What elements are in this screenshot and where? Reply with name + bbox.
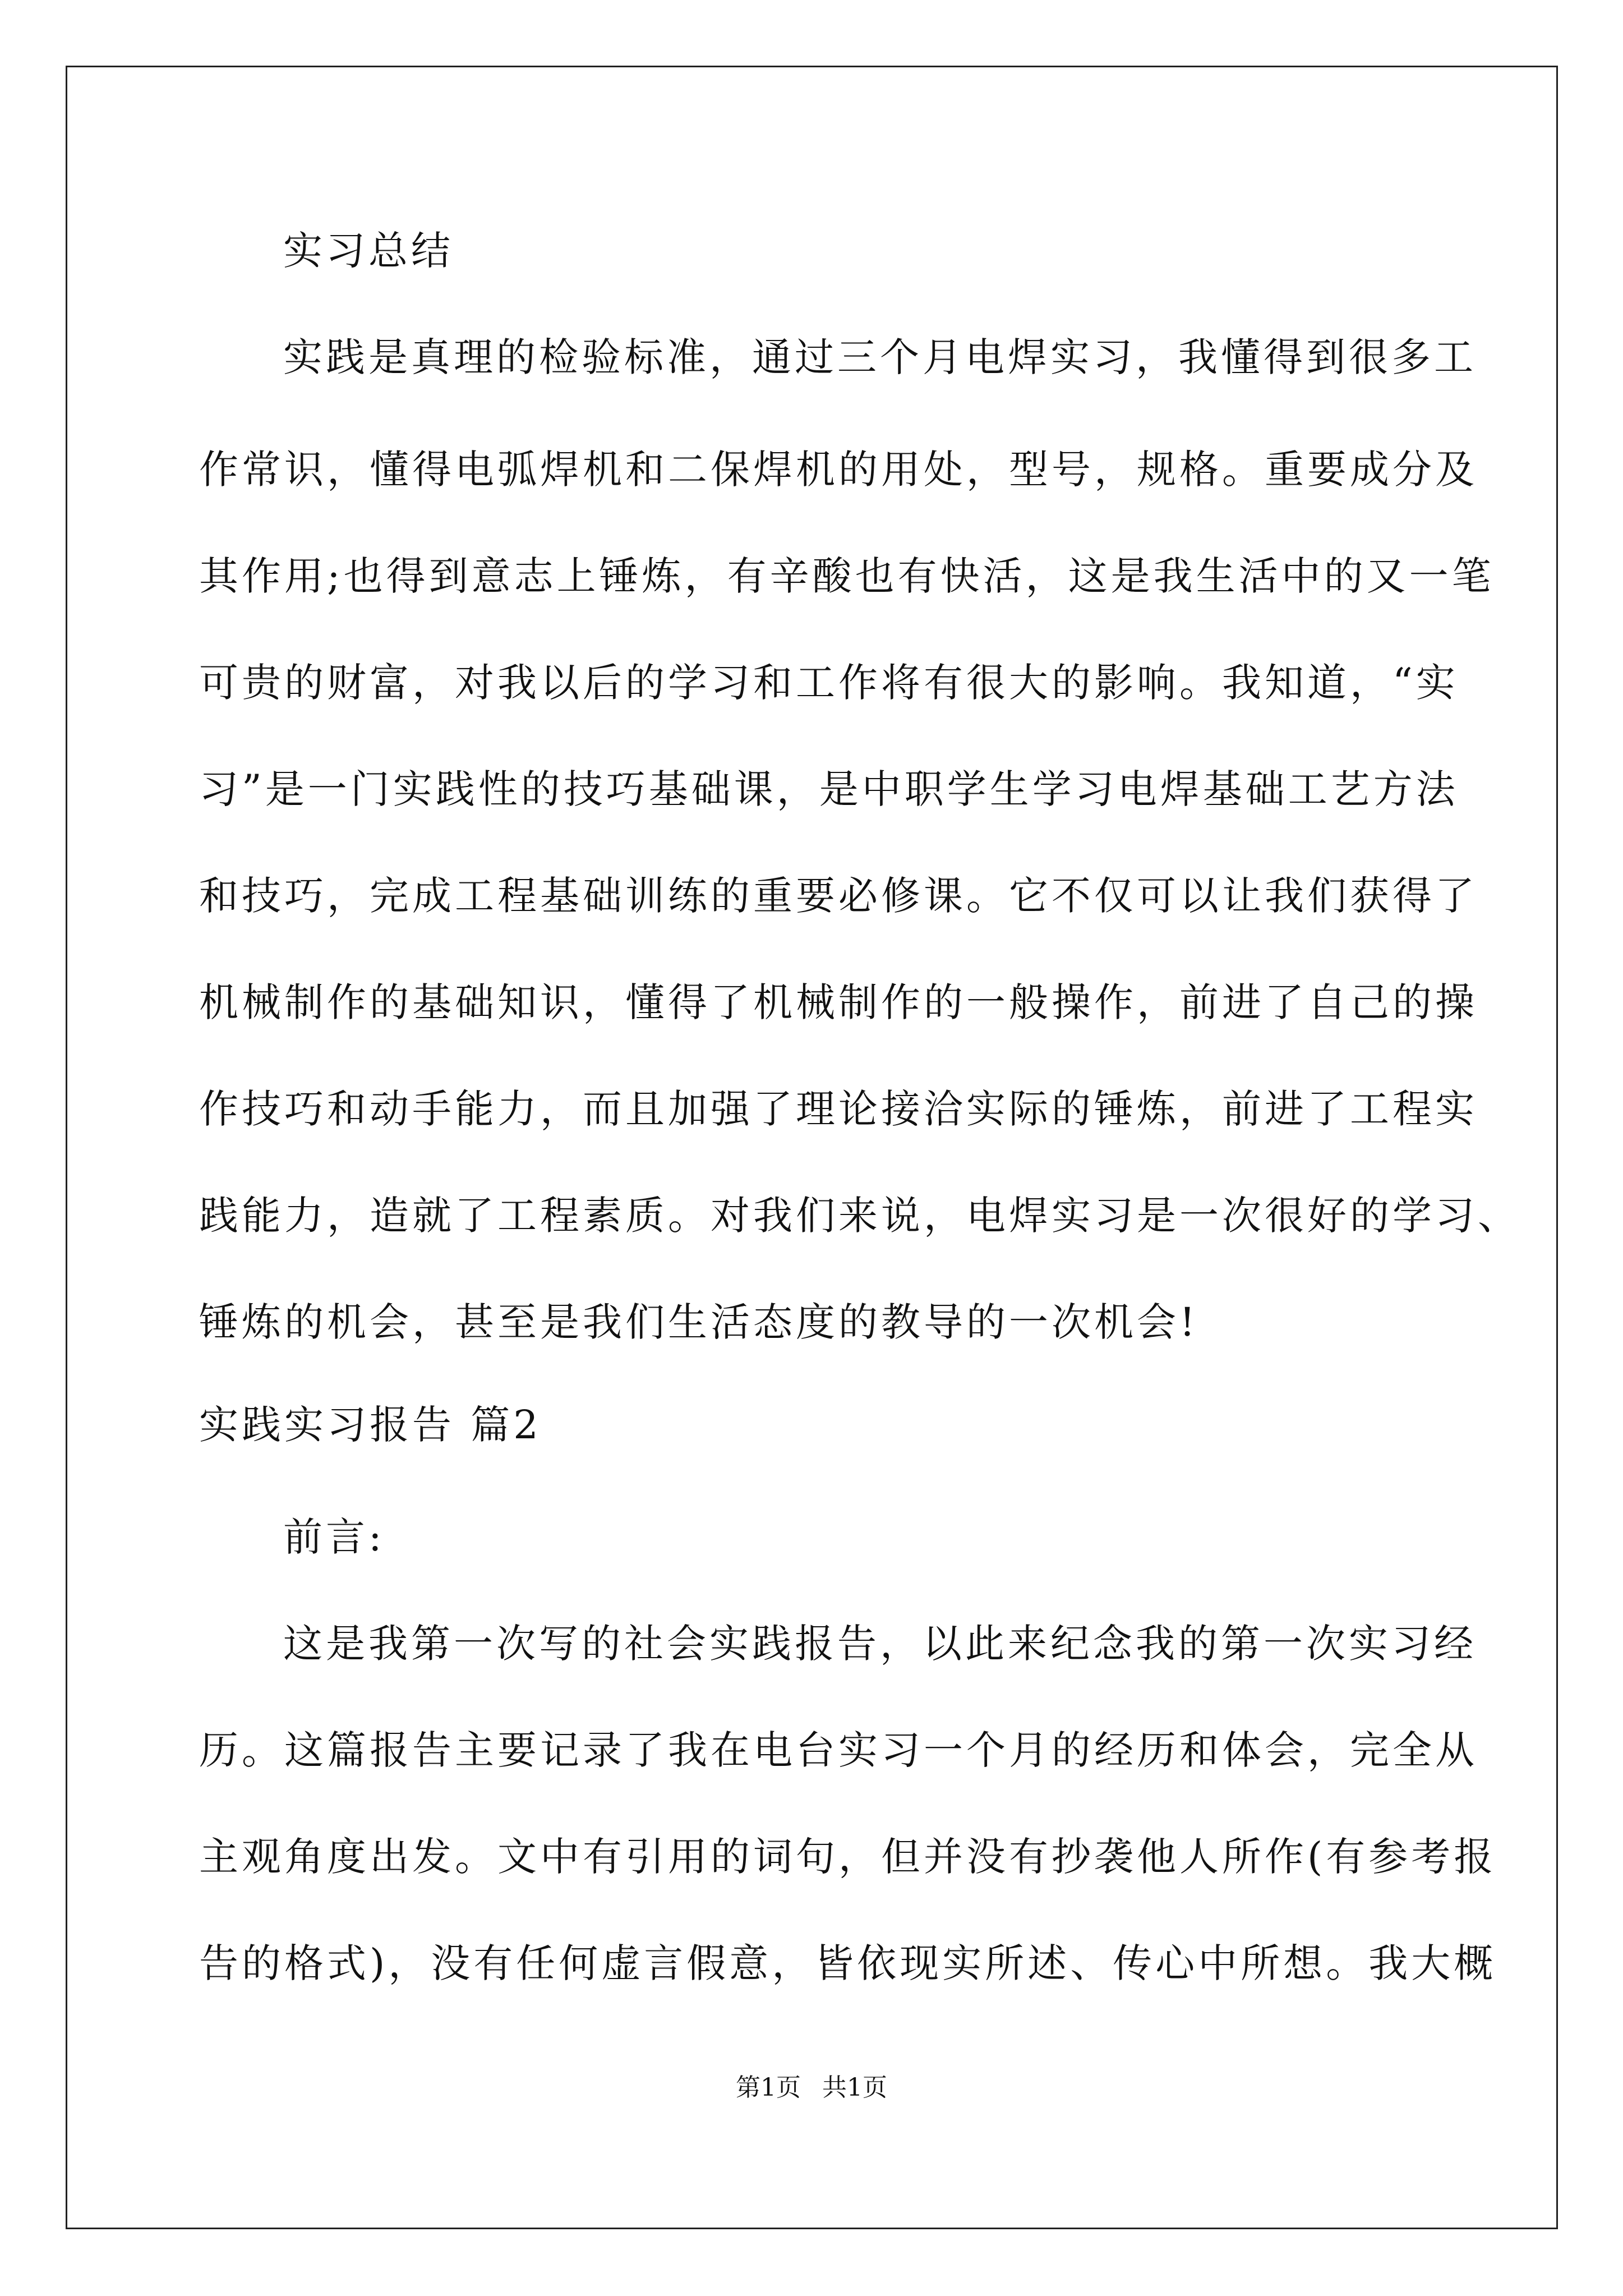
paragraph-line: 作常识，懂得电弧焊机和二保焊机的用处，型号，规格。重要成分及 xyxy=(199,447,1478,493)
paragraph-line: 机械制作的基础知识，懂得了机械制作的一般操作，前进了自己的操 xyxy=(199,979,1478,1025)
page-number: 第1页 xyxy=(736,2073,801,2102)
paragraph-line: 其作用;也得到意志上锤炼，有辛酸也有快活，这是我生活中的又一笔 xyxy=(199,553,1495,599)
page-footer xyxy=(0,2073,1623,2102)
paragraph-line: 告的格式)，没有任何虚言假意，皆依现实所述、传心中所想。我大概 xyxy=(199,1940,1497,1986)
paragraph-line: 作技巧和动手能力，而且加强了理论接洽实际的锤炼，前进了工程实 xyxy=(199,1086,1478,1132)
paragraph-line: 锤炼的机会，甚至是我们生活态度的教导的一次机会! xyxy=(199,1299,1199,1345)
paragraph-line: 和技巧，完成工程基础训练的重要必修课。它不仅可以让我们获得了 xyxy=(199,873,1478,919)
page-total: 共1页 xyxy=(822,2073,887,2102)
paragraph-line: 这是我第一次写的社会实践报告，以此来纪念我的第一次实习经 xyxy=(283,1621,1477,1667)
paragraph-line: 可贵的财富，对我以后的学习和工作将有很大的影响。我知道，“实 xyxy=(199,660,1459,706)
paragraph-line: 践能力，造就了工程素质。对我们来说，电焊实习是一次很好的学习、 xyxy=(199,1193,1520,1239)
paragraph-line: 实践是真理的检验标准，通过三个月电焊实习，我懂得到很多工 xyxy=(283,334,1477,380)
section-title: 实践实习报告 篇2 xyxy=(199,1402,542,1448)
heading: 实习总结 xyxy=(283,228,454,274)
page-border xyxy=(66,66,1558,2229)
paragraph-line: 主观角度出发。文中有引用的词句，但并没有抄袭他人所作(有参考报 xyxy=(199,1834,1497,1880)
paragraph-line: 历。这篇报告主要记录了我在电台实习一个月的经历和体会，完全从 xyxy=(199,1727,1478,1773)
preface-label: 前言: xyxy=(283,1514,385,1560)
paragraph-line: 习”是一门实践性的技巧基础课，是中职学生学习电焊基础工艺方法 xyxy=(199,766,1459,812)
